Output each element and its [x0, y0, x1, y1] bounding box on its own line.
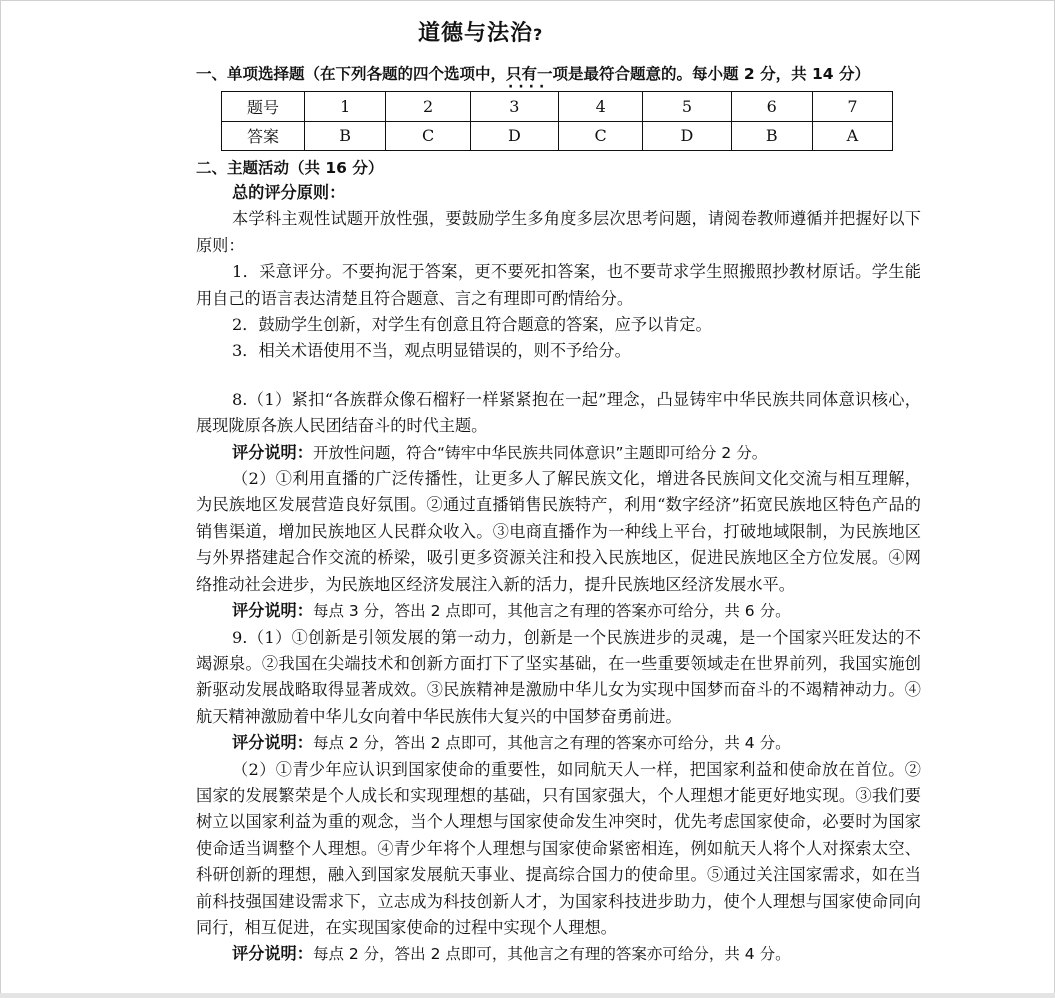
answer-cell: B: [731, 121, 812, 151]
section2-heading: 二、主题活动（共 16 分）: [196, 159, 384, 177]
table-row-numbers: [222, 92, 893, 122]
title-suffix: ?: [533, 25, 544, 44]
question-number: 2: [386, 92, 470, 122]
table-row-answers: [222, 121, 893, 151]
section1-heading-pre: 一、单项选择题（在下列各题的四个选项中，: [196, 65, 507, 83]
scoring-note-q8-1: 评分说明：开放性问题，符合“铸牢中华民族共同体意识”主题即可给分 2 分。: [232, 442, 768, 462]
principles-title: 总的评分原则：: [232, 183, 346, 202]
principles-intro: 本学科主观性试题开放性强，要鼓励学生多角度多层次思考问题，请阅卷教师遵循并把握好以下原则：: [196, 209, 921, 255]
section1-heading-post: 是最符合题意的。每小题 2 分，共 14 分）: [568, 65, 870, 83]
table-header-answer: 答案: [222, 121, 305, 151]
question-number: 5: [643, 92, 731, 122]
principle-item: 2．鼓励学生创新，对学生有创意且符合题意的答案，应予以肯定。: [232, 315, 712, 335]
title-text: 道德与法治: [418, 21, 534, 46]
question-number: 1: [305, 92, 386, 122]
answer-cell: B: [305, 121, 386, 151]
section1-heading-emphasis: 只有一项 ····: [506, 65, 568, 83]
section2-content: [196, 180, 921, 968]
bottom-edge: [0, 993, 1055, 998]
answer-cell: C: [558, 121, 642, 151]
question-number: 6: [731, 92, 812, 122]
answer-q8-1: 8.（1）紧扣“各族群众像石榴籽一样紧紧抱在一起”理念，凸显铸牢中华民族共同体意识核心，展现陇原各族人民团结奋斗的时代主题。: [196, 389, 921, 436]
answer-cell: A: [812, 121, 892, 151]
scoring-note-q8-2: 评分说明：每点 3 分，答出 2 点即可，其他言之有理的答案亦可给分，共 6 分。: [232, 601, 791, 621]
question-number: 3: [470, 92, 558, 122]
table-header-number: 题号: [222, 92, 305, 122]
answer-q9-2: （2）①青少年应认识到国家使命的重要性，如同航天人一样，把国家利益和使命放在首位。②国家的发展繁荣是个人成长和实现理想的基础，只有国家强大，个人理想才能更好地实现。③我们要树立以国家利益为重的观念，当个人理想与国家使命发生冲突时，优先考虑国家使命，必要时为国家使命适当调整个人理想。④青少年将个人理想与国家使命紧密相连，例如航天人将个人对探索太空、科研创新的理想，融入到国家发展航天事业、提高综合国力的使命里。⑤通过关注国家需求，如在当前科技强国建设需求下，立志成为科技创新人才，为国家科技进步助力，使个人理想与国家使命同向同行，相互促进，在实现国家使命的过程中实现个人理想。: [196, 759, 921, 937]
document-title: [0, 16, 1055, 47]
answer-q9-1: 9.（1）①创新是引领发展的第一动力，创新是一个民族进步的灵魂，是一个国家兴旺发达的不竭源泉。②我国在尖端技术和创新方面打下了坚实基础，在一些重要领域走在世界前列，我国实施创新驱动发展战略取得显著成效。③民族精神是激励中华儿女为实现中国梦而奋斗的不竭精神动力。④航天精神激励着中华儿女向着中华民族伟大复兴的中国梦奋勇前进。: [196, 627, 921, 726]
answer-table: [221, 91, 893, 151]
question-number: 4: [558, 92, 642, 122]
question-number: 7: [812, 92, 892, 122]
principle-item: 1．采意评分。不要拘泥于答案，更不要死扣答案，也不要苛求学生照搬照抄教材原话。学生能用自己的语言表达清楚且符合题意、言之有理即可酌情给分。: [196, 262, 921, 308]
answer-cell: D: [643, 121, 731, 151]
section1-heading: [196, 62, 1046, 84]
answer-cell: C: [386, 121, 470, 151]
scoring-note-q9-2: 评分说明：每点 2 分，答出 2 点即可，其他言之有理的答案亦可给分，共 4 分。: [232, 944, 791, 964]
principle-item: 3．相关术语使用不当，观点明显错误的，则不予给分。: [232, 341, 631, 361]
answer-cell: D: [470, 121, 558, 151]
answer-q8-2: （2）①利用直播的广泛传播性，让更多人了解民族文化，增进各民族间文化交流与相互理解，为民族地区发展营造良好氛围。②通过直播销售民族特产，利用“数字经济”拓宽民族地区特色产品的销售渠道，增加民族地区人民群众收入。③电商直播作为一种线上平台，打破地域限制，为民族地区与外界搭建起合作交流的桥梁，吸引更多资源关注和投入民族地区，促进民族地区全方位发展。④网络推动社会进步，为民族地区经济发展注入新的活力，提升民族地区经济发展水平。: [196, 469, 921, 594]
scoring-note-q9-1: 评分说明：每点 2 分，答出 2 点即可，其他言之有理的答案亦可给分，共 4 分。: [232, 733, 791, 753]
